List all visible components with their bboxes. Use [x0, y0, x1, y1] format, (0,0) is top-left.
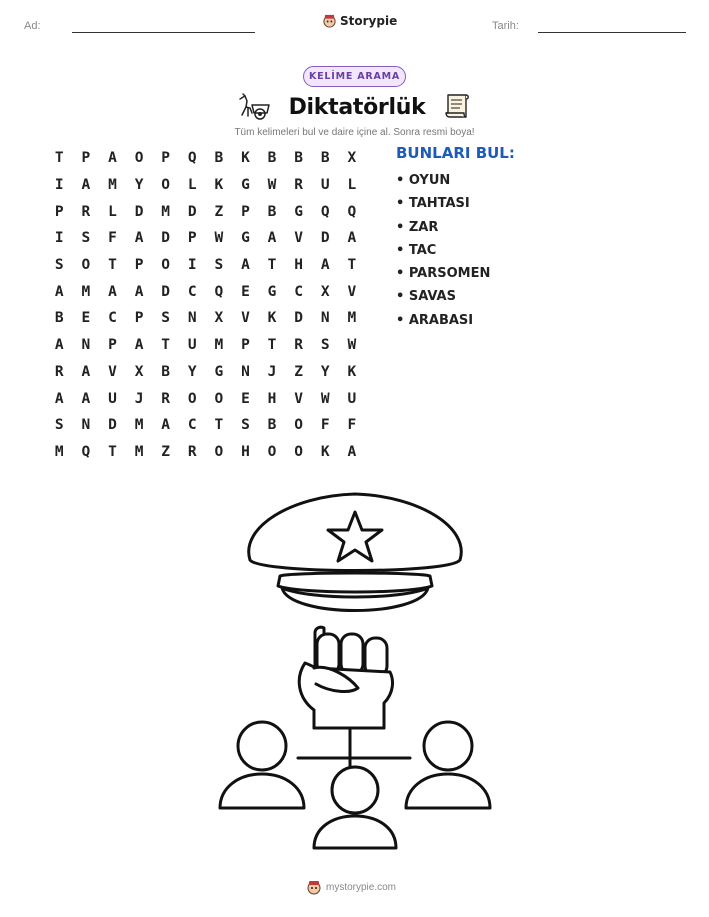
grid-cell: A	[81, 363, 91, 380]
grid-cell: T	[267, 337, 277, 354]
grid-cell: D	[134, 203, 144, 220]
grid-cell: B	[267, 150, 277, 167]
grid-cell: T	[214, 417, 224, 434]
grid-cell: Y	[320, 363, 330, 380]
name-line	[72, 32, 255, 33]
grid-cell: B	[54, 310, 64, 327]
grid-cell: E	[81, 310, 91, 327]
footer	[306, 879, 396, 895]
grid-cell: J	[134, 390, 144, 407]
grid-cell: U	[320, 177, 330, 194]
grid-cell: D	[294, 310, 303, 327]
grid-cell: L	[347, 177, 357, 194]
word-list-item: • ARABASI	[396, 312, 474, 328]
grid-cell: E	[241, 283, 250, 300]
brand-name: Storypie	[340, 13, 398, 28]
grid-cell: W	[214, 230, 224, 247]
grid-cell: I	[54, 177, 64, 194]
grid-cell: K	[320, 443, 330, 460]
grid-cell: V	[241, 310, 250, 327]
grid-cell: V	[347, 283, 357, 300]
grid-cell: M	[81, 283, 91, 300]
date-label: Tarih:	[492, 20, 519, 32]
grid-cell: O	[214, 443, 224, 460]
grid-cell: M	[134, 417, 144, 434]
grid-cell: P	[134, 310, 144, 327]
grid-cell: P	[187, 230, 197, 247]
grid-cell: A	[134, 337, 144, 354]
grid-cell: K	[267, 310, 277, 327]
storypie-mascot-icon	[306, 879, 322, 895]
storypie-mascot-icon	[322, 13, 337, 28]
grid-cell: Q	[81, 443, 91, 460]
grid-cell: L	[187, 177, 197, 194]
grid-cell: A	[54, 390, 64, 407]
grid-cell: A	[81, 390, 91, 407]
grid-cell: P	[134, 257, 144, 274]
grid-cell: U	[187, 337, 197, 354]
grid-cell: A	[54, 283, 64, 300]
grid-cell: V	[294, 390, 303, 407]
grid-cell: P	[54, 203, 64, 220]
grid-cell: O	[187, 390, 197, 407]
grid-cell: A	[347, 443, 357, 460]
grid-cell: X	[320, 283, 330, 300]
grid-cell: T	[347, 257, 357, 274]
grid-cell: H	[241, 443, 250, 460]
grid-cell: A	[161, 417, 171, 434]
grid-cell: K	[241, 150, 250, 167]
grid-cell: B	[294, 150, 303, 167]
grid-cell: M	[108, 177, 117, 194]
grid-cell: N	[81, 417, 91, 434]
grid-cell: Y	[187, 363, 197, 380]
grid-cell: G	[214, 363, 224, 380]
grid-cell: R	[294, 177, 303, 194]
grid-cell: E	[241, 390, 250, 407]
title-row	[236, 90, 472, 124]
person-right-icon	[406, 722, 490, 808]
grid-cell: C	[108, 310, 117, 327]
footer-url: mystorypie.com	[326, 881, 397, 893]
grid-cell: C	[187, 283, 197, 300]
grid-cell: S	[54, 417, 64, 434]
grid-cell: O	[81, 257, 91, 274]
grid-cell: M	[214, 337, 224, 354]
grid-cell: O	[214, 390, 224, 407]
grid-cell: R	[81, 203, 91, 220]
grid-cell: R	[161, 390, 171, 407]
grid-cell: Z	[294, 363, 303, 380]
grid-cell: S	[241, 417, 250, 434]
grid-cell: R	[294, 337, 303, 354]
grid-cell: N	[187, 310, 197, 327]
grid-cell: W	[267, 177, 277, 194]
grid-cell: O	[267, 443, 277, 460]
word-list-title: BUNLARI BUL:	[396, 144, 515, 162]
network-lines	[298, 728, 410, 768]
grid-cell: A	[267, 230, 277, 247]
grid-cell: T	[267, 257, 277, 274]
grid-cell: S	[320, 337, 330, 354]
grid-cell: F	[320, 417, 330, 434]
horse-chariot-icon	[236, 93, 272, 121]
grid-cell: P	[241, 337, 250, 354]
grid-cell: L	[108, 203, 117, 220]
grid-cell: A	[108, 283, 117, 300]
grid-cell: V	[294, 230, 303, 247]
grid-cell: C	[187, 417, 197, 434]
activity-badge: KELİME ARAMA	[303, 66, 406, 87]
grid-cell: O	[294, 443, 303, 460]
grid-cell: T	[108, 257, 117, 274]
word-list-item: • TAHTASI	[396, 196, 470, 212]
grid-cell: H	[294, 257, 303, 274]
grid-cell: F	[347, 417, 357, 434]
grid-cell: B	[267, 203, 277, 220]
grid-cell: P	[81, 150, 91, 167]
word-list-item: • PARSOMEN	[396, 266, 491, 282]
grid-cell: S	[81, 230, 91, 247]
grid-cell: Z	[161, 443, 171, 460]
grid-cell: A	[81, 177, 91, 194]
grid-cell: N	[241, 363, 250, 380]
grid-cell: O	[161, 177, 171, 194]
grid-cell: I	[54, 230, 64, 247]
dictator-coloring-illustration	[210, 488, 500, 858]
grid-cell: K	[214, 177, 224, 194]
person-left-icon	[220, 722, 304, 808]
grid-cell: A	[241, 257, 250, 274]
grid-cell: I	[187, 257, 197, 274]
grid-cell: S	[54, 257, 64, 274]
grid-cell: R	[187, 443, 197, 460]
grid-cell: T	[161, 337, 171, 354]
grid-cell: A	[347, 230, 357, 247]
grid-cell: Y	[134, 177, 144, 194]
grid-cell: O	[294, 417, 303, 434]
grid-cell: G	[267, 283, 277, 300]
grid-cell: B	[214, 150, 224, 167]
grid-cell: S	[161, 310, 171, 327]
grid-cell: D	[320, 230, 330, 247]
grid-cell: O	[161, 257, 171, 274]
grid-cell: M	[54, 443, 64, 460]
grid-cell: M	[347, 310, 357, 327]
grid-cell: Q	[320, 203, 330, 220]
date-line	[538, 32, 686, 33]
grid-cell: Z	[214, 203, 224, 220]
grid-cell: A	[108, 150, 117, 167]
grid-cell: J	[267, 363, 277, 380]
instructions: Tüm kelimeleri bul ve daire içine al. Sonra resmi boya!	[234, 127, 475, 138]
page-title: Diktatörlük	[288, 94, 426, 120]
word-search-grid	[46, 145, 365, 465]
grid-cell: B	[267, 417, 277, 434]
grid-cell: S	[214, 257, 224, 274]
grid-cell: W	[347, 337, 357, 354]
grid-cell: P	[241, 203, 250, 220]
grid-cell: N	[81, 337, 91, 354]
grid-cell: X	[214, 310, 224, 327]
grid-cell: W	[320, 390, 330, 407]
grid-cell: G	[241, 230, 250, 247]
raised-fist-icon	[299, 627, 392, 728]
grid-cell: K	[347, 363, 357, 380]
grid-cell: Q	[347, 203, 357, 220]
grid-cell: G	[241, 177, 250, 194]
grid-cell: D	[161, 230, 171, 247]
grid-cell: T	[54, 150, 64, 167]
grid-cell: D	[187, 203, 197, 220]
grid-cell: X	[347, 150, 357, 167]
word-list-item: • TAC	[396, 242, 437, 258]
grid-cell: V	[108, 363, 117, 380]
grid-cell: A	[320, 257, 330, 274]
grid-cell: U	[347, 390, 357, 407]
word-list-item: • SAVAS	[396, 289, 456, 305]
grid-cell: N	[320, 310, 330, 327]
grid-cell: M	[134, 443, 144, 460]
military-cap-icon	[249, 494, 462, 611]
grid-cell: B	[320, 150, 330, 167]
grid-cell: D	[108, 417, 117, 434]
grid-cell: T	[108, 443, 117, 460]
grid-cell: P	[161, 150, 171, 167]
person-center-icon	[314, 767, 396, 848]
grid-cell: H	[267, 390, 277, 407]
grid-cell: A	[134, 230, 144, 247]
grid-cell: R	[54, 363, 64, 380]
word-list-item: • OYUN	[396, 173, 451, 188]
parchment-scroll-icon	[442, 91, 472, 123]
word-list	[396, 170, 490, 333]
grid-cell: A	[134, 283, 144, 300]
grid-cell: U	[108, 390, 117, 407]
grid-cell: X	[134, 363, 144, 380]
grid-cell: F	[108, 230, 117, 247]
grid-cell: M	[161, 203, 171, 220]
word-list-item: • ZAR	[396, 219, 439, 235]
grid-cell: A	[54, 337, 64, 354]
grid-cell: C	[294, 283, 303, 300]
grid-cell: P	[108, 337, 117, 354]
grid-cell: O	[134, 150, 144, 167]
grid-cell: D	[161, 283, 171, 300]
grid-cell: Q	[214, 283, 224, 300]
brand-logo	[322, 13, 397, 28]
grid-cell: Q	[187, 150, 197, 167]
grid-cell: G	[294, 203, 303, 220]
grid-cell: B	[161, 363, 171, 380]
name-label: Ad:	[24, 20, 41, 32]
